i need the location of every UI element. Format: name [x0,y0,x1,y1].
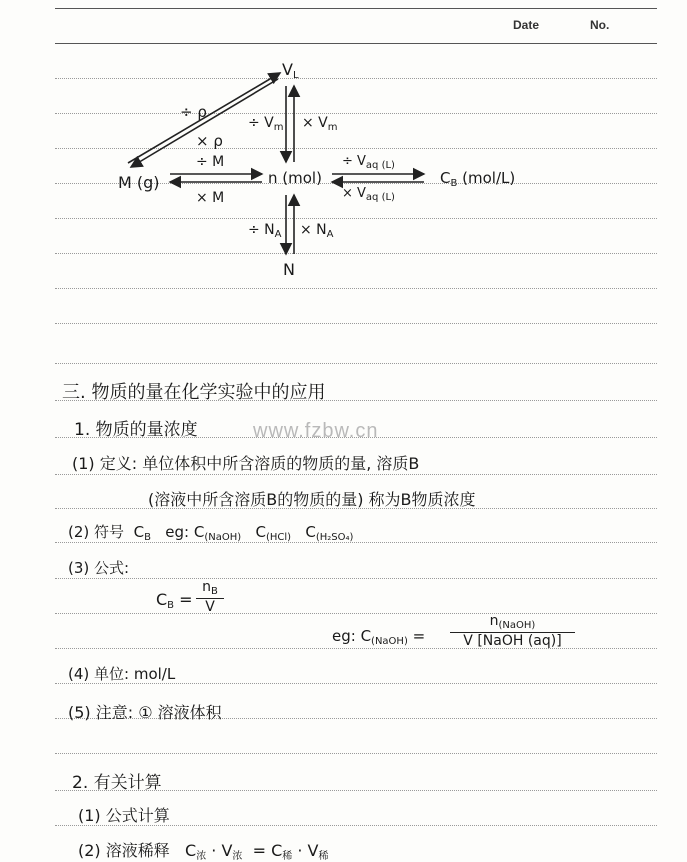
mul-na-label: × $N_A$ [300,222,334,240]
date-label: Date [513,18,540,32]
subsection-1-title: 1. 物质的量浓度 [74,420,198,440]
formula-fraction: $n_B$ V [196,580,224,615]
eg-formula-lhs: eg: $C_{(NaOH)}$ = [332,627,426,647]
calc-line-1: (1) 公式计算 [78,806,170,825]
vl-node: $V_L$ [282,60,299,81]
mul-vm-label: × $V_m$ [302,115,338,133]
no-label: No. [590,18,610,32]
definition-line-2: (溶液中所含溶质B的物质的量) 称为B物质浓度 [148,490,476,509]
formula-lhs: $C_B$ = [156,590,193,611]
unit-line: (4) 单位: mol/L [68,665,176,683]
definition-line-1: (1) 定义: 单位体积中所含溶质的物质的量, 溶质B [72,454,420,473]
mg-node: M (g) [118,173,160,192]
div-vaq-label: ÷ $V_{aq (L)}$ [342,154,395,171]
n-mol-node: n (mol) [268,169,322,187]
subsection-2-title: 2. 有关计算 [72,773,162,793]
section-title: 三. 物质的量在化学实验中的应用 [62,382,326,403]
eg-formula-fraction: $n_{(NaOH)}$ V [NaOH (aq)] [450,614,575,649]
div-na-label: ÷ $N_A$ [248,222,282,240]
div-m-label: ÷ M [196,154,225,170]
mul-vaq-label: × $V_{aq (L)}$ [342,186,395,203]
note-line: (5) 注意: ① 溶液体积 [68,703,222,722]
div-vm-label: ÷ $V_m$ [248,115,284,133]
bign-node: N [283,260,295,279]
symbol-line: (2) 符号 $C_B$ eg: $C_{(NaOH)}$ $C_{(HCl)}$ $C_{(H_2SO_4)}$ [68,523,354,543]
formula-label: (3) 公式: [68,559,130,577]
cb-node: $C_B$ (mol/L) [440,169,516,189]
mul-rho-label: × ρ [196,132,223,150]
watermark: www.fzbw.cn [253,420,379,442]
calc-line-2: (2) 溶液稀释 $C_浓 \cdot V_浓 = C_稀 \cdot V_稀$ [78,841,329,862]
mul-m-label: × M [196,190,225,206]
div-rho-label: ÷ ρ [180,103,207,121]
